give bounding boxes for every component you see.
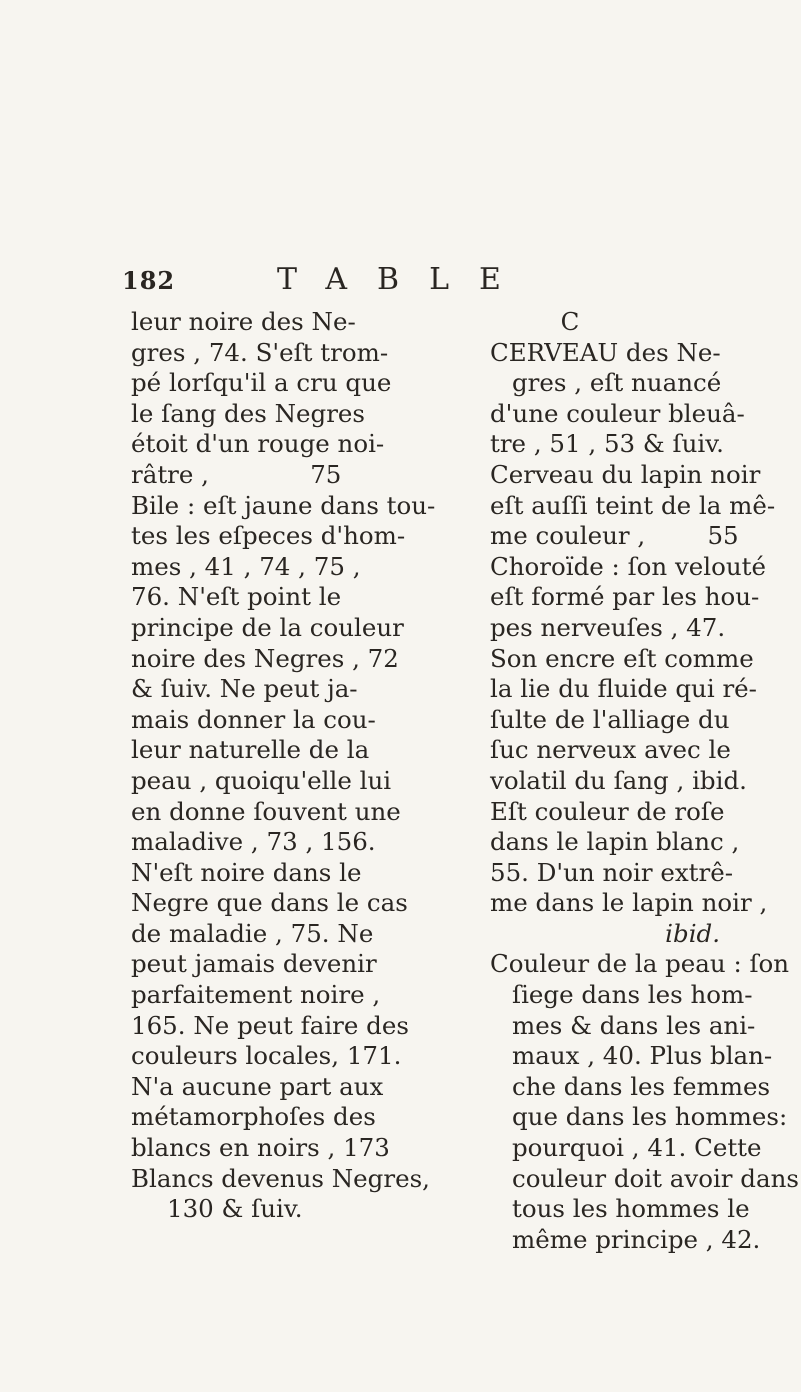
- text-line: peau , quoiqu'elle lui: [131, 765, 392, 795]
- text-line: leur noire des Ne-: [131, 307, 356, 336]
- text-line: peut jamais devenir: [131, 949, 377, 979]
- text-line: râtre , 75: [131, 459, 342, 489]
- entry-cerveau: CERVEAU des Ne-: [490, 337, 721, 367]
- text-line: 130 & ſuiv.: [167, 1194, 303, 1224]
- text-line: pourquoi , 41. Cette: [512, 1133, 762, 1163]
- text-line: tre , 51 , 53 & ſuiv.: [490, 429, 724, 459]
- text-line: couleur doit avoir dans: [512, 1163, 799, 1193]
- section-letter: C: [560, 307, 580, 336]
- text-line: N'eſt noire dans le: [131, 857, 362, 887]
- text-line: 76. N'eſt point le: [131, 582, 342, 612]
- text-line: tous les hommes le: [512, 1194, 750, 1224]
- text-line: blancs en noirs , 173: [131, 1133, 390, 1163]
- text-line: ibid.: [665, 918, 720, 948]
- text-line: métamorphoſes des: [131, 1102, 376, 1132]
- text-line: principe de la couleur: [131, 612, 404, 642]
- text-line: maladive , 73 , 156.: [131, 827, 376, 857]
- text-line: d'une couleur bleuâ-: [490, 398, 745, 428]
- page-header: [122, 262, 582, 302]
- text-line: pé lorſqu'il a cru que: [131, 368, 392, 398]
- text-line: gres , 74. S'eſt trom-: [131, 337, 389, 367]
- running-title: TABLE: [277, 262, 531, 297]
- text-line: que dans les hommes:: [512, 1102, 788, 1132]
- page-number: 182: [122, 266, 176, 295]
- text-line: le ſang des Negres: [131, 398, 365, 428]
- entry-choroide: Choroïde : ſon velouté: [490, 551, 767, 581]
- text-line: me couleur , 55: [490, 521, 739, 551]
- text-line: maux , 40. Plus blan-: [512, 1041, 773, 1071]
- entry-couleur: Couleur de la peau : ſon: [490, 949, 790, 979]
- text-line: mes , 41 , 74 , 75 ,: [131, 551, 361, 581]
- left-column: [131, 307, 436, 1225]
- text-line: Cerveau du lapin noir: [490, 459, 761, 489]
- text-line: dans le lapin blanc ,: [490, 827, 740, 857]
- text-line: en donne ſouvent une: [131, 796, 401, 826]
- text-line: 55. D'un noir extrê-: [490, 857, 733, 887]
- text-line: ſulte de l'alliage du: [490, 704, 730, 734]
- text-line: gres , eſt nuancé: [512, 368, 722, 398]
- text-line: 165. Ne peut faire des: [131, 1010, 409, 1040]
- text-line: & ſuiv. Ne peut ja-: [131, 674, 358, 704]
- text-line: mais donner la cou-: [131, 704, 376, 734]
- text-line: pes nerveuſes , 47.: [490, 612, 726, 642]
- text-line: volatil du ſang , ibid.: [490, 765, 747, 795]
- text-line: leur naturelle de la: [131, 735, 370, 765]
- text-line: me dans le lapin noir ,: [490, 888, 768, 918]
- text-line: N'a aucune part aux: [131, 1071, 384, 1101]
- entry-bile: Bile : eſt jaune dans tou-: [131, 490, 436, 520]
- right-column: [490, 307, 801, 1255]
- text-line: la lie du fluide qui ré-: [490, 674, 757, 704]
- text-line: eſt auſſi teint de la mê-: [490, 490, 776, 520]
- entry-blancs: Blancs devenus Negres,: [131, 1163, 430, 1193]
- text-line: étoit d'un rouge noi-: [131, 429, 385, 459]
- text-line: même principe , 42.: [512, 1224, 761, 1254]
- text-line: Eſt couleur de roſe: [490, 796, 725, 826]
- text-line: noire des Negres , 72: [131, 643, 399, 673]
- text-line: mes & dans les ani-: [512, 1010, 756, 1040]
- text-line: de maladie , 75. Ne: [131, 918, 374, 948]
- text-line: parfaitement noire ,: [131, 980, 381, 1010]
- text-line: tes les eſpeces d'hom-: [131, 521, 406, 551]
- text-line: Negre que dans le cas: [131, 888, 408, 918]
- text-line: eſt formé par les hou-: [490, 582, 760, 612]
- text-line: ſuc nerveux avec le: [490, 735, 731, 765]
- text-line: ſiege dans les hom-: [512, 980, 753, 1010]
- text-line: Son encre eſt comme: [490, 643, 754, 673]
- text-line: couleurs locales, 171.: [131, 1041, 402, 1071]
- text-line: che dans les femmes: [512, 1071, 771, 1101]
